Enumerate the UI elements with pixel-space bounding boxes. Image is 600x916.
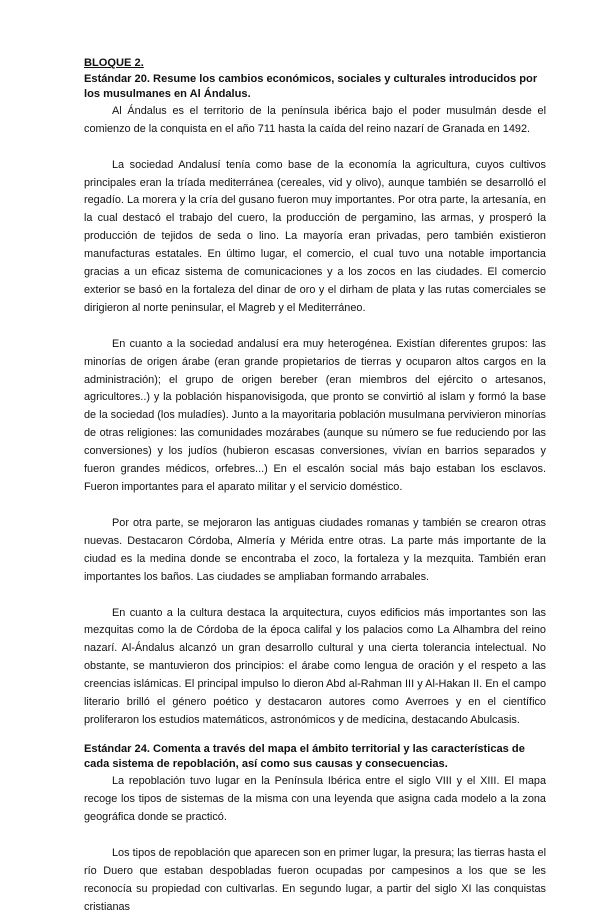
standard-20-heading: Estándar 20. Resume los cambios económicos, sociales y culturales introducidos por los musulmanes en Al Ándalus. xyxy=(84,72,538,101)
paragraph: En cuanto a la sociedad andalusí era muy heterogénea. Existían diferentes grupos: las minorías de origen árabe (eran grande propietarios de tierras y ocuparon altos cargos en la administración); el grupo de origen bereber (eran miembros del ejército o artesanos, agricultores..) y la población hispanovisigoda, que pronto se convirtió al islam y formó la base de la sociedad (los muladíes). Junto a la mayoritaria población musulmana pervivieron minorías de otras religiones: las comunidades mozárabes (aunque su número se fue reduciendo por las conversiones) y los judíos (hubieron escasas conversiones, vivían en barrios separados y fueron grandes médicos, orfebres...) En el escalón social más bajo estaban los esclavos. Fueron importantes para el aparato militar y el servicio doméstico. xyxy=(84,337,546,493)
paragraph: La sociedad Andalusí tenía como base de la economía la agricultura, cuyos cultivos principales eran la tríada mediterránea (cereales, vid y olivo), aunque también se desarrolló el regadío. La morera y la cría del gusano fueron muy importantes. Por otra parte, la artesanía, en la cual destacó el trabajo del cuero, la producción de pergamino, las armas, y prosperó la producción de tejidos de seda o lino. La mayoría eran privadas, pero también existieron manufacturas estatales. En último lugar, el comercio, el cual tuvo una notable importancia gracias a un eficaz sistema de comunicaciones y a los zocos en las ciudades. El comercio exterior se basó en la fortaleza del dinar de oro y el dirham de plata y las rutas comerciales se dirigieron al norte peninsular, el Magreb y el Mediterráneo. xyxy=(84,158,546,314)
paragraph: La repoblación tuvo lugar en la Península Ibérica entre el siglo VIII y el XIII. El mapa recoge los tipos de sistemas de la misma con una leyenda que asigna cada modelo a la zona geográfica donde se practicó. xyxy=(84,775,546,823)
paragraph: Los tipos de repoblación que aparecen son en primer lugar, la presura; las tierras hasta el río Duero que estaban despobladas fueron ocupadas por campesinos a los que se les reconocía su propiedad con cultivarlas. En segundo lugar, a partir del siglo XI las conquistas cristianas xyxy=(84,846,546,913)
paragraph: Al Ándalus es el territorio de la península ibérica bajo el poder musulmán desde el comienzo de la conquista en el año 711 hasta la caída del reino nazarí de Granada en 1492. xyxy=(84,104,546,135)
paragraph: Por otra parte, se mejoraron las antiguas ciudades romanas y también se crearon otras nuevas. Destacaron Córdoba, Almería y Mérida entre otras. La parte más importante de la ciudad es la medina donde se encontraba el zoco, la fortaleza y la mezquita. También eran importantes los baños. Las ciudades se ampliaban formando arrabales. xyxy=(84,516,546,583)
block-title: BLOQUE 2. xyxy=(84,57,144,69)
standard-24-heading: Estándar 24. Comenta a través del mapa el ámbito territorial y las características de cada sistema de repoblación, así como sus causas y consecuencias. xyxy=(84,742,525,771)
paragraph: En cuanto a la cultura destaca la arquitectura, cuyos edificios más importantes son las mezquitas como la de Córdoba de la época califal y los palacios como La Alhambra del reino nazarí. Al-Ándalus alcanzó un gran desarrollo cultural y una cierta tolerancia intelectual. No obstante, se mantuvieron dos principios: el árabe como lengua de oración y el respeto a las creencias islámicas. El principal impulso lo dieron Abd al-Rahman III y Al-Hakan II. En el campo literario brilló el género poético y destacaron autores como Averroes y en el científico proliferaron los estudios matemáticos, astronómicos y de medicina, destacando Abulcasis. xyxy=(84,606,546,726)
